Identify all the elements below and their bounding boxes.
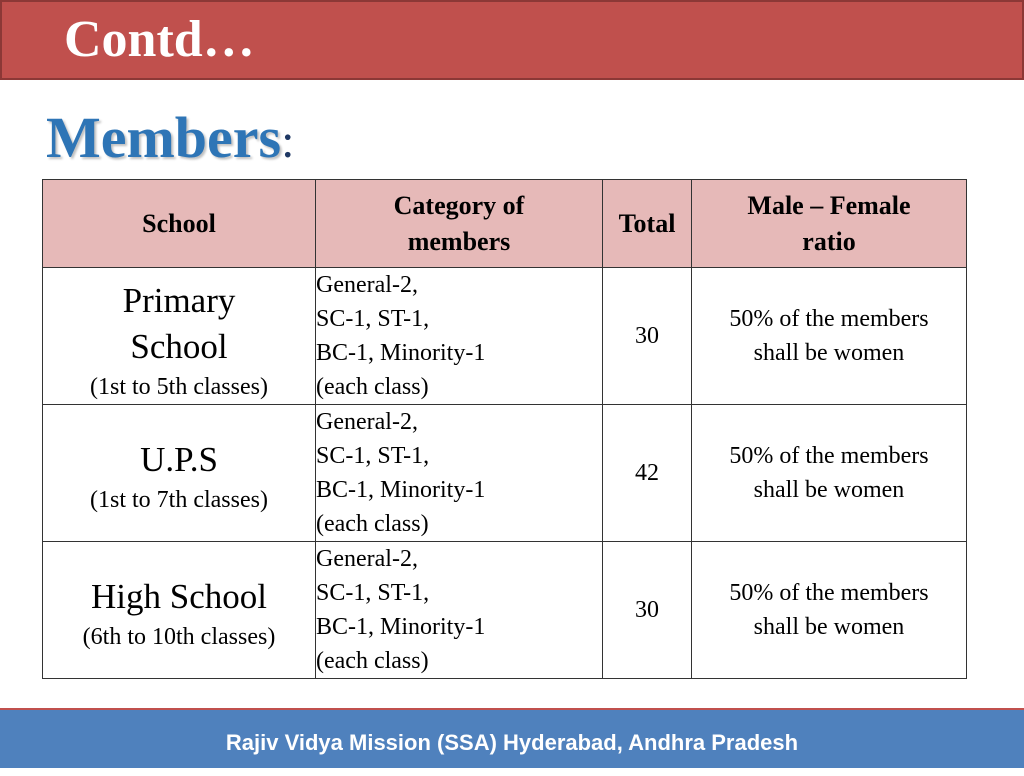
members-table [42, 179, 967, 679]
table-row [43, 268, 967, 405]
table-header-row [43, 180, 967, 268]
school-classes: (1st to 5th classes) [90, 374, 268, 400]
table-row [43, 405, 967, 542]
header-category [316, 180, 603, 268]
header-category-line: Category of [393, 190, 525, 220]
header-ratio-line: ratio [802, 226, 856, 256]
category-cell [316, 405, 603, 542]
school-name: Primary [122, 281, 236, 320]
ratio-line: shall be women [753, 477, 905, 503]
slide-title: Contd… [64, 11, 255, 68]
section-heading-text: Members [46, 105, 282, 170]
school-cell [43, 268, 316, 405]
school-name: U.P.S [140, 440, 218, 479]
title-bar [0, 0, 1024, 80]
category-line: (each class) [316, 511, 429, 537]
category-line: BC-1, Minority-1 [316, 477, 486, 503]
category-line: SC-1, ST-1, [316, 443, 430, 469]
ratio-line: shall be women [753, 340, 905, 366]
footer-text: Rajiv Vidya Mission (SSA) Hyderabad, Andhra Pradesh [225, 730, 799, 755]
header-school: School [43, 180, 316, 268]
category-line: SC-1, ST-1, [316, 306, 430, 332]
category-line: General-2, [316, 409, 418, 435]
ratio-cell [692, 268, 967, 405]
ratio-line: shall be women [753, 614, 905, 640]
total-cell: 42 [603, 405, 692, 542]
category-line: BC-1, Minority-1 [316, 340, 486, 366]
header-ratio [692, 180, 967, 268]
ratio-line: 50% of the members [729, 580, 929, 606]
category-line: (each class) [316, 374, 429, 400]
category-cell [316, 542, 603, 679]
category-cell [316, 268, 603, 405]
category-line: General-2, [316, 546, 418, 572]
school-classes: (1st to 7th classes) [90, 487, 268, 513]
school-name: High School [91, 577, 267, 616]
category-line: BC-1, Minority-1 [316, 614, 486, 640]
ratio-line: 50% of the members [729, 306, 929, 332]
category-line: SC-1, ST-1, [316, 580, 430, 606]
section-heading-colon: : [281, 115, 295, 168]
footer-bar [0, 708, 1024, 768]
table-row [43, 542, 967, 679]
school-cell [43, 405, 316, 542]
total-cell: 30 [603, 542, 692, 679]
header-ratio-line: Male – Female [747, 190, 911, 220]
category-line: (each class) [316, 648, 429, 674]
header-category-line: members [407, 226, 511, 256]
total-cell: 30 [603, 268, 692, 405]
section-heading [46, 98, 294, 182]
school-cell [43, 542, 316, 679]
school-classes: (6th to 10th classes) [82, 624, 276, 650]
school-name: School [130, 327, 228, 366]
ratio-line: 50% of the members [729, 443, 929, 469]
ratio-cell [692, 405, 967, 542]
ratio-cell [692, 542, 967, 679]
category-line: General-2, [316, 272, 418, 298]
header-total: Total [603, 180, 692, 268]
